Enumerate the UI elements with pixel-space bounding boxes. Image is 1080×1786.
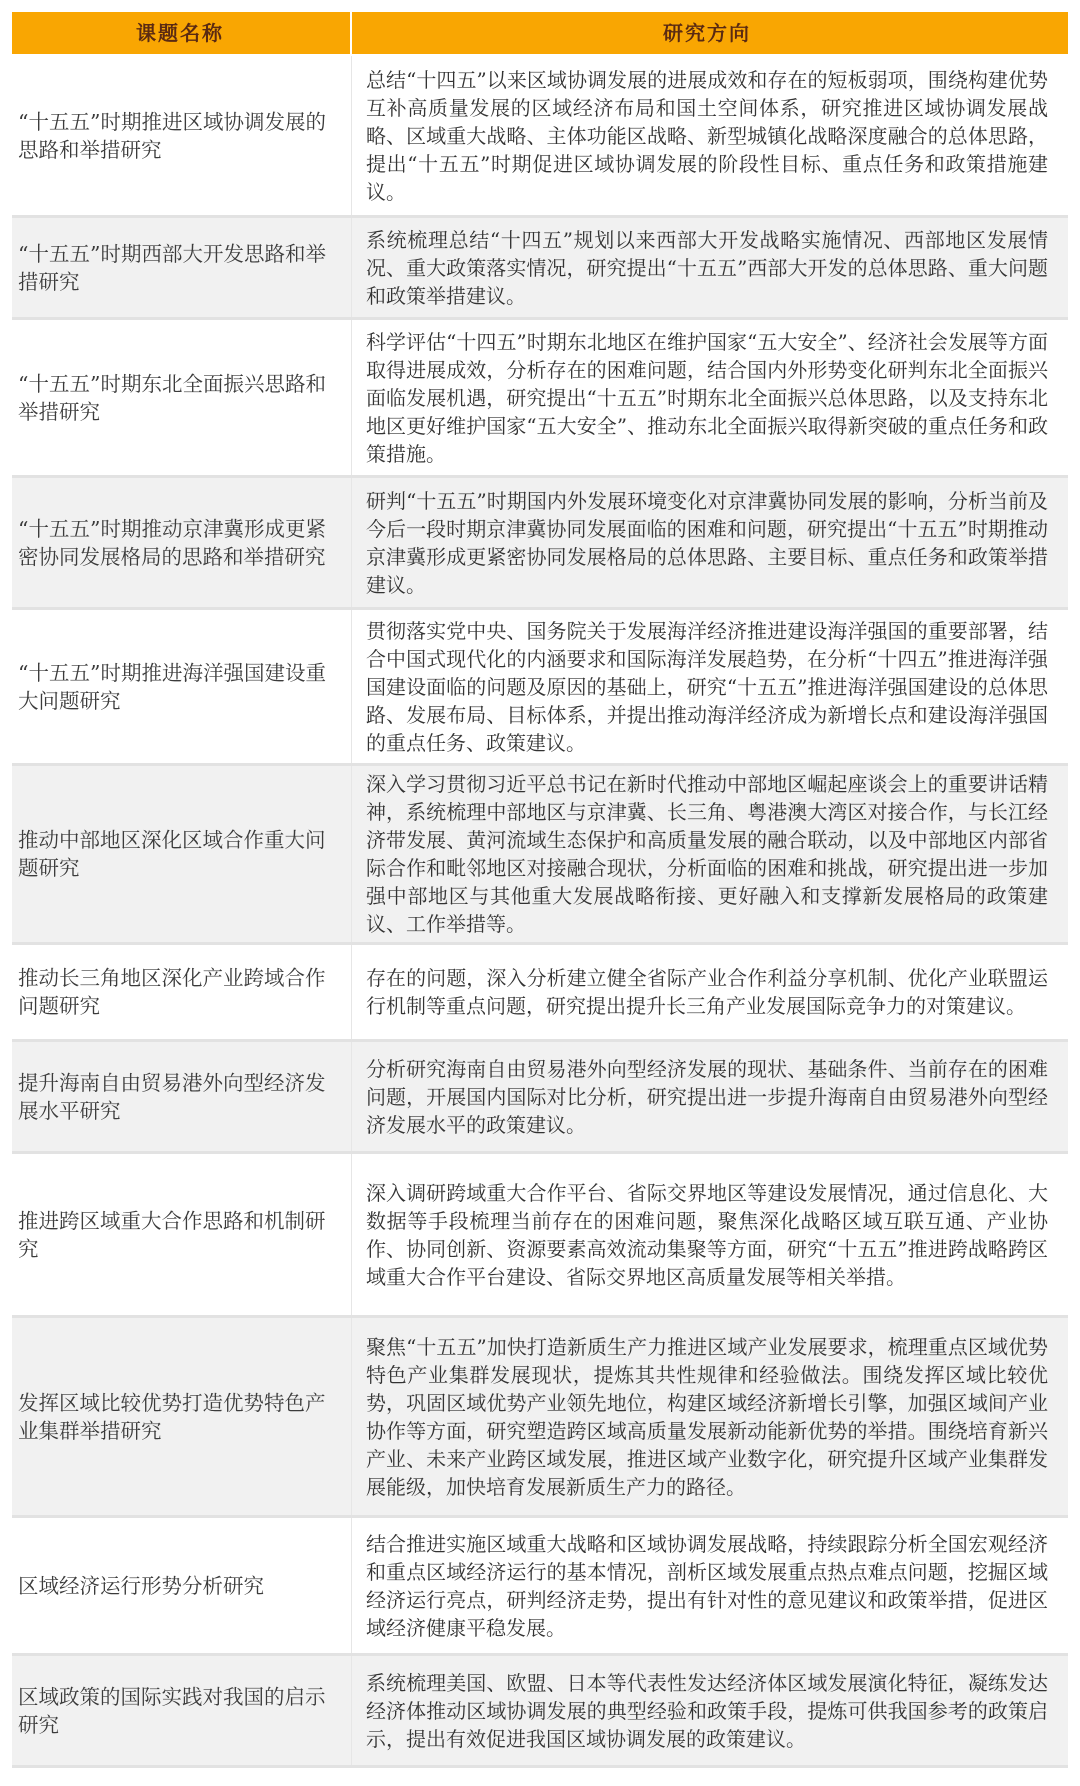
table-row	[12, 1518, 1068, 1656]
topic-cell: “十五五”时期推进区域协调发展的思路和举措研究	[12, 56, 352, 215]
topic-cell: “十五五”时期东北全面振兴思路和举措研究	[12, 320, 352, 475]
direction-cell: 系统梳理总结“十四五”规划以来西部大开发战略实施情况、西部地区发展情况、重大政策落实情况，研究提出“十五五”西部大开发的总体思路、重大问题和政策举措建议。	[366, 227, 1048, 308]
direction-cell: 贯彻落实党中央、国务院关于发展海洋经济推进建设海洋强国的重要部署，结合中国式现代化的内涵要求和国际海洋发展趋势，在分析“十四五”推进海洋强国建设面临的问题及原因的基础上，研究“十五五”推进海洋强国建设的总体思路、发展布局、目标体系，并提出推动海洋经济成为新增长点和建设海洋强国的重点任务、政策建议。	[366, 618, 1048, 755]
table-row	[12, 766, 1068, 945]
topic-cell: 发挥区域比较优势打造优势特色产业集群举措研究	[12, 1318, 352, 1515]
topic-cell: “十五五”时期西部大开发思路和举措研究	[12, 218, 352, 317]
table-row	[12, 610, 1068, 766]
direction-cell: 存在的问题，深入分析建立健全省际产业合作利益分享机制、优化产业联盟运行机制等重点问题，研究提出提升长三角产业发展国际竞争力的对策建议。	[366, 966, 1048, 1018]
direction-cell: 分析研究海南自由贸易港外向型经济发展的现状、基础条件、当前存在的困难问题，开展国内国际对比分析，研究提出进一步提升海南自由贸易港外向型经济发展水平的政策建议。	[366, 1056, 1048, 1137]
direction-cell: 科学评估“十四五”时期东北地区在维护国家“五大安全”、经济社会发展等方面取得进展成效，分析存在的困难问题，结合国内外形势变化研判东北全面振兴面临发展机遇，研究提出“十五五”时期东北全面振兴总体思路，以及支持东北地区更好维护国家“五大安全”、推动东北全面振兴取得新突破的重点任务和政策措施。	[366, 329, 1048, 466]
table-row	[12, 945, 1068, 1042]
table-row	[12, 478, 1068, 610]
table-row	[12, 1042, 1068, 1154]
topic-cell: 区域经济运行形势分析研究	[12, 1518, 352, 1653]
topic-cell: 提升海南自由贸易港外向型经济发展水平研究	[12, 1042, 352, 1151]
topic-cell: 区域政策的国际实践对我国的启示研究	[12, 1656, 352, 1765]
header-topic: 课题名称	[12, 12, 352, 54]
direction-cell: 结合推进实施区域重大战略和区域协调发展战略，持续跟踪分析全国宏观经济和重点区域经济运行的基本情况，剖析区域发展重点热点难点问题，挖掘区域经济运行亮点，研判经济走势，提出有针对性的意见建议和政策举措，促进区域经济健康平稳发展。	[366, 1531, 1048, 1640]
table-header	[12, 12, 1068, 56]
topic-cell: 推动中部地区深化区域合作重大问题研究	[12, 766, 352, 942]
topic-cell: “十五五”时期推动京津冀形成更紧密协同发展格局的思路和举措研究	[12, 478, 352, 607]
direction-cell: 深入调研跨域重大合作平台、省际交界地区等建设发展情况，通过信息化、大数据等手段梳理当前存在的困难问题，聚焦深化战略区域互联互通、产业协作、协同创新、资源要素高效流动集聚等方面，研究“十五五”推进跨战略跨区域重大合作平台建设、省际交界地区高质量发展等相关举措。	[366, 1180, 1048, 1289]
table-row	[12, 1318, 1068, 1518]
direction-cell: 总结“十四五”以来区域协调发展的进展成效和存在的短板弱项，围绕构建优势互补高质量发展的区域经济布局和国土空间体系，研究推进区域协调发展战略、区域重大战略、主体功能区战略、新型城镇化战略深度融合的总体思路，提出“十五五”时期促进区域协调发展的阶段性目标、重点任务和政策措施建议。	[366, 67, 1048, 204]
direction-cell: 系统梳理美国、欧盟、日本等代表性发达经济体区域发展演化特征，凝练发达经济体推动区域协调发展的典型经验和政策手段，提炼可供我国参考的政策启示，提出有效促进我国区域协调发展的政策建议。	[366, 1670, 1048, 1751]
table-row	[12, 56, 1068, 218]
header-direction: 研究方向	[663, 21, 751, 45]
direction-cell: 研判“十五五”时期国内外发展环境变化对京津冀协同发展的影响，分析当前及今后一段时期京津冀协同发展面临的困难和问题，研究提出“十五五”时期推动京津冀形成更紧密协同发展格局的总体思路、主要目标、重点任务和政策举措建议。	[366, 488, 1048, 597]
topic-cell: 推动长三角地区深化产业跨域合作问题研究	[12, 945, 352, 1039]
topic-cell: “十五五”时期推进海洋强国建设重大问题研究	[12, 610, 352, 763]
direction-cell: 深入学习贯彻习近平总书记在新时代推动中部地区崛起座谈会上的重要讲话精神，系统梳理中部地区与京津冀、长三角、粤港澳大湾区对接合作，与长江经济带发展、黄河流域生态保护和高质量发展的融合联动，以及中部地区内部省际合作和毗邻地区对接融合现状，分析面临的困难和挑战，研究提出进一步加强中部地区与其他重大发展战略衔接、更好融入和支撑新发展格局的政策建议、工作举措等。	[366, 772, 1048, 936]
direction-cell: 聚焦“十五五”加快打造新质生产力推进区域产业发展要求，梳理重点区域优势特色产业集群发展现状，提炼其共性规律和经验做法。围绕发挥区域比较优势，巩固区域优势产业领先地位，构建区域经济新增长引擎，加强区域间产业协作等方面，研究塑造跨区域高质量发展新动能新优势的举措。围绕培育新兴产业、未来产业跨区域发展，推进区域产业数字化，研究提升区域产业集群发展能级，加快培育发展新质生产力的路径。	[366, 1334, 1048, 1499]
research-topics-table	[12, 12, 1068, 1768]
topic-cell: 推进跨区域重大合作思路和机制研究	[12, 1154, 352, 1315]
table-row	[12, 320, 1068, 478]
table-row	[12, 218, 1068, 320]
table-row	[12, 1154, 1068, 1318]
table-row	[12, 1656, 1068, 1768]
